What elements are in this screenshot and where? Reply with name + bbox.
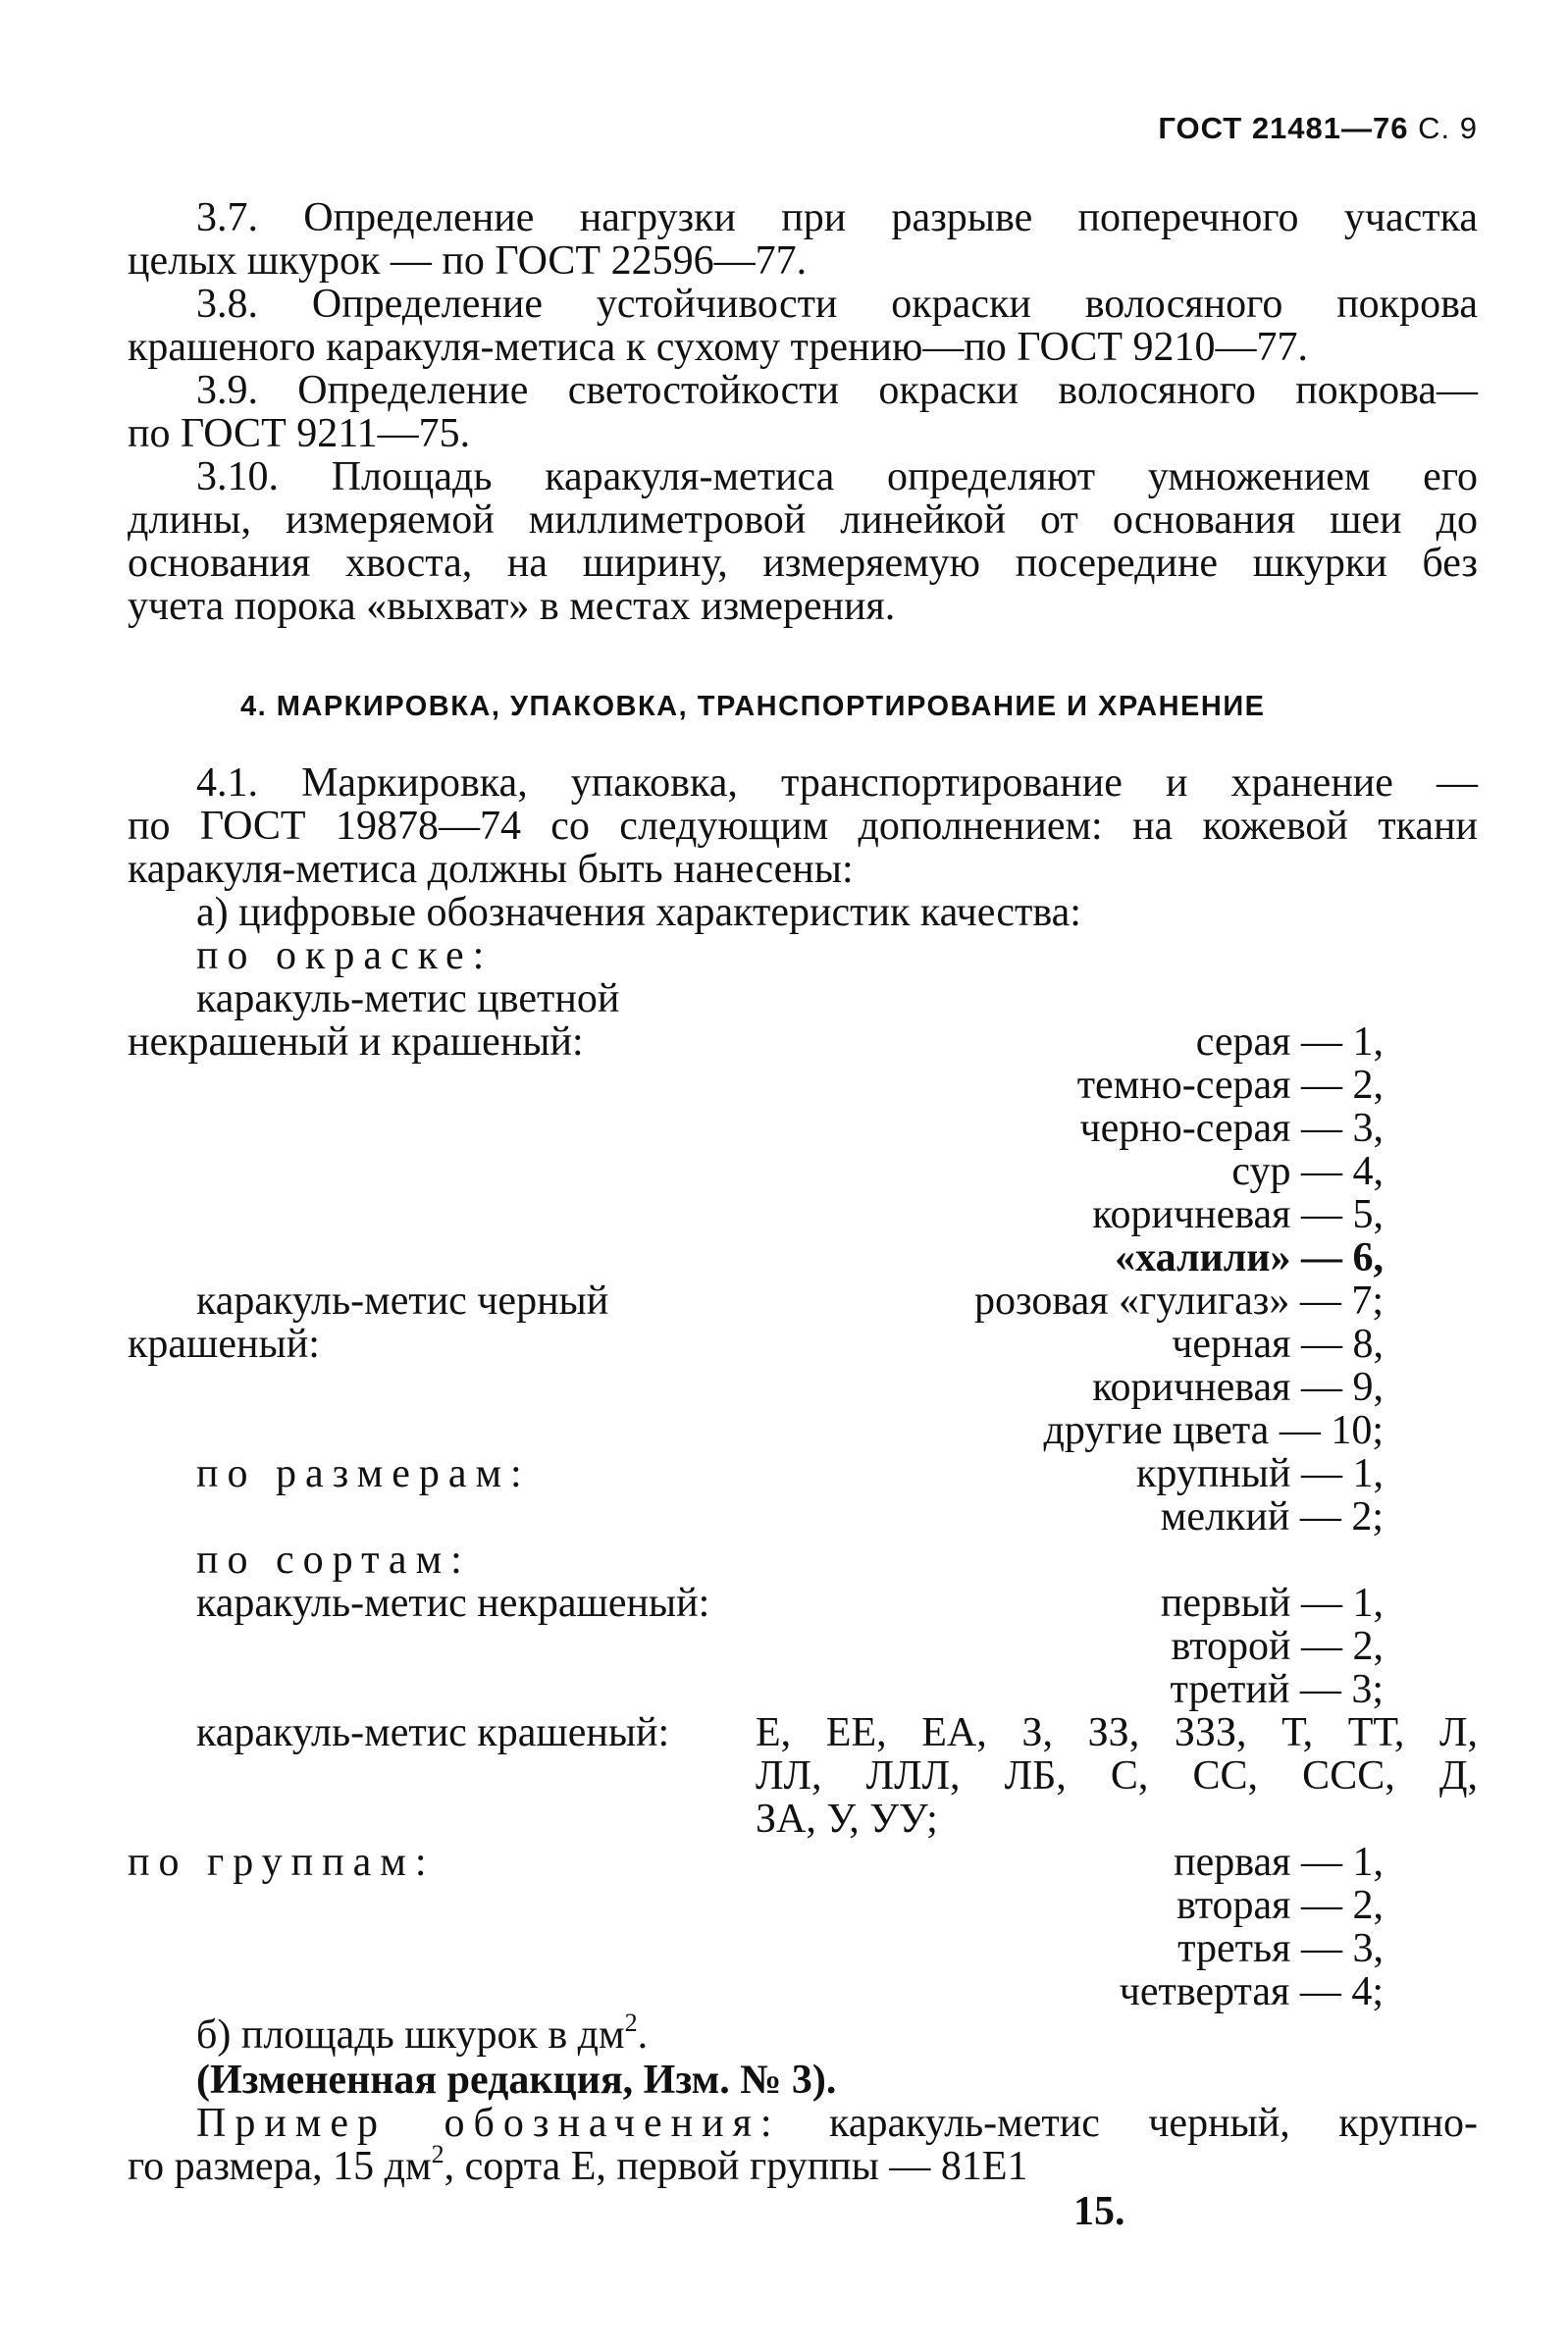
- by-group-label: по группам:: [128, 1840, 436, 1885]
- paragraph-3-8: 3.8. Определение устойчивости окраски волосяного покрова крашеного каракуля-метиса к сухому трению—по ГОСТ 9210—77.: [128, 282, 1478, 370]
- color-item: «халили» — 6,: [1115, 1235, 1384, 1280]
- paragraph-3-10: 3.10. Площадь каракуля-метиса определяют умножением его длины, измеряемой миллиметровой линейкой от основания шеи до основания хвоста, на ширину, измеряемую посередине шкурки без учета порока «выхват» в местах измерения.: [128, 454, 1478, 629]
- paragraph-4-1: 4.1. Маркировка, упаковка, транспортирование и хранение — по ГОСТ 19878—74 со следующим дополнением: на кожевой ткани каракуля-метиса должны быть нанесены:: [128, 760, 1478, 892]
- color-item: коричневая — 5,: [1092, 1192, 1384, 1237]
- color-item: серая — 1,: [1195, 1019, 1384, 1065]
- by-grade-label: по сортам:: [196, 1538, 471, 1583]
- group-item: первая — 1,: [1174, 1840, 1384, 1885]
- header-page: С. 9: [1418, 111, 1478, 145]
- size-item: крупный — 1,: [1136, 1451, 1384, 1496]
- by-color-label: по окраске:: [196, 933, 494, 978]
- dyed-codes: Е, ЕЕ, ЕА, З, ЗЗ, ЗЗЗ, Т, ТТ, Л, ЛЛ, ЛЛЛ, ЛБ, С, СС, ССС, Д, ЗА, У, УУ;: [756, 1710, 1478, 1842]
- item-b: б) площадь шкурок в $дм^2$.: [196, 2009, 649, 2058]
- example-paragraph: Пример обозначения: каракуль-метис черный, крупно- го размера, 15 $дм^2$, сорта Е, первой группы — 81Е1: [128, 2101, 1478, 2189]
- section-4-heading: 4. МАРКИРОВКА, УПАКОВКА, ТРАНСПОРТИРОВАНИЕ И ХРАНЕНИЕ: [240, 691, 1266, 722]
- page-number: 15.: [1073, 2189, 1125, 2234]
- color-item: черно-серая — 3,: [1079, 1106, 1384, 1151]
- black-color-item: черная — 8,: [1172, 1322, 1384, 1367]
- paragraph-3-9: 3.9. Определение светостойкости окраски волосяного покрова— по ГОСТ 9211—75.: [128, 368, 1478, 456]
- color-item: темно-серая — 2,: [1076, 1063, 1384, 1108]
- page-header: [1158, 111, 1478, 146]
- group-item: третья — 3,: [1177, 1926, 1384, 1971]
- grade-item: второй — 2,: [1171, 1624, 1384, 1669]
- black-color-item: другие цвета — 10;: [1043, 1408, 1384, 1453]
- paragraph-3-7: 3.7. Определение нагрузки при разрыве поперечного участка целых шкурок — по ГОСТ 22596—77.: [128, 195, 1478, 284]
- undyed-label: каракуль-метис некрашеный:: [196, 1581, 710, 1626]
- colored-label-line1: каракуль-метис цветной: [196, 976, 620, 1021]
- group-item: четвертая — 4;: [1119, 1969, 1384, 2014]
- black-label-line2: крашеный:: [128, 1322, 320, 1367]
- black-color-item: коричневая — 9,: [1092, 1365, 1384, 1410]
- example-label: Пример обозначения:: [196, 2101, 781, 2146]
- color-item: розовая «гулигаз» — 7;: [973, 1279, 1384, 1324]
- item-a: а) цифровые обозначения характеристик качества:: [196, 890, 1081, 935]
- color-item: сур — 4,: [1231, 1149, 1384, 1194]
- colored-label-line2: некрашеный и крашеный:: [128, 1019, 584, 1065]
- by-size-label: по размерам:: [196, 1451, 531, 1496]
- standard-number: ГОСТ 21481—76: [1158, 111, 1409, 145]
- grade-item: третий — 3;: [1170, 1667, 1384, 1712]
- group-item: вторая — 2,: [1176, 1883, 1384, 1928]
- black-label-line1: каракуль-метис черный: [196, 1279, 609, 1324]
- amendment-note: (Измененная редакция, Изм. № 3).: [196, 2058, 837, 2103]
- grade-item: первый — 1,: [1160, 1581, 1384, 1626]
- dyed-label: каракуль-метис крашеный:: [196, 1710, 670, 1755]
- size-item: мелкий — 2;: [1160, 1494, 1384, 1540]
